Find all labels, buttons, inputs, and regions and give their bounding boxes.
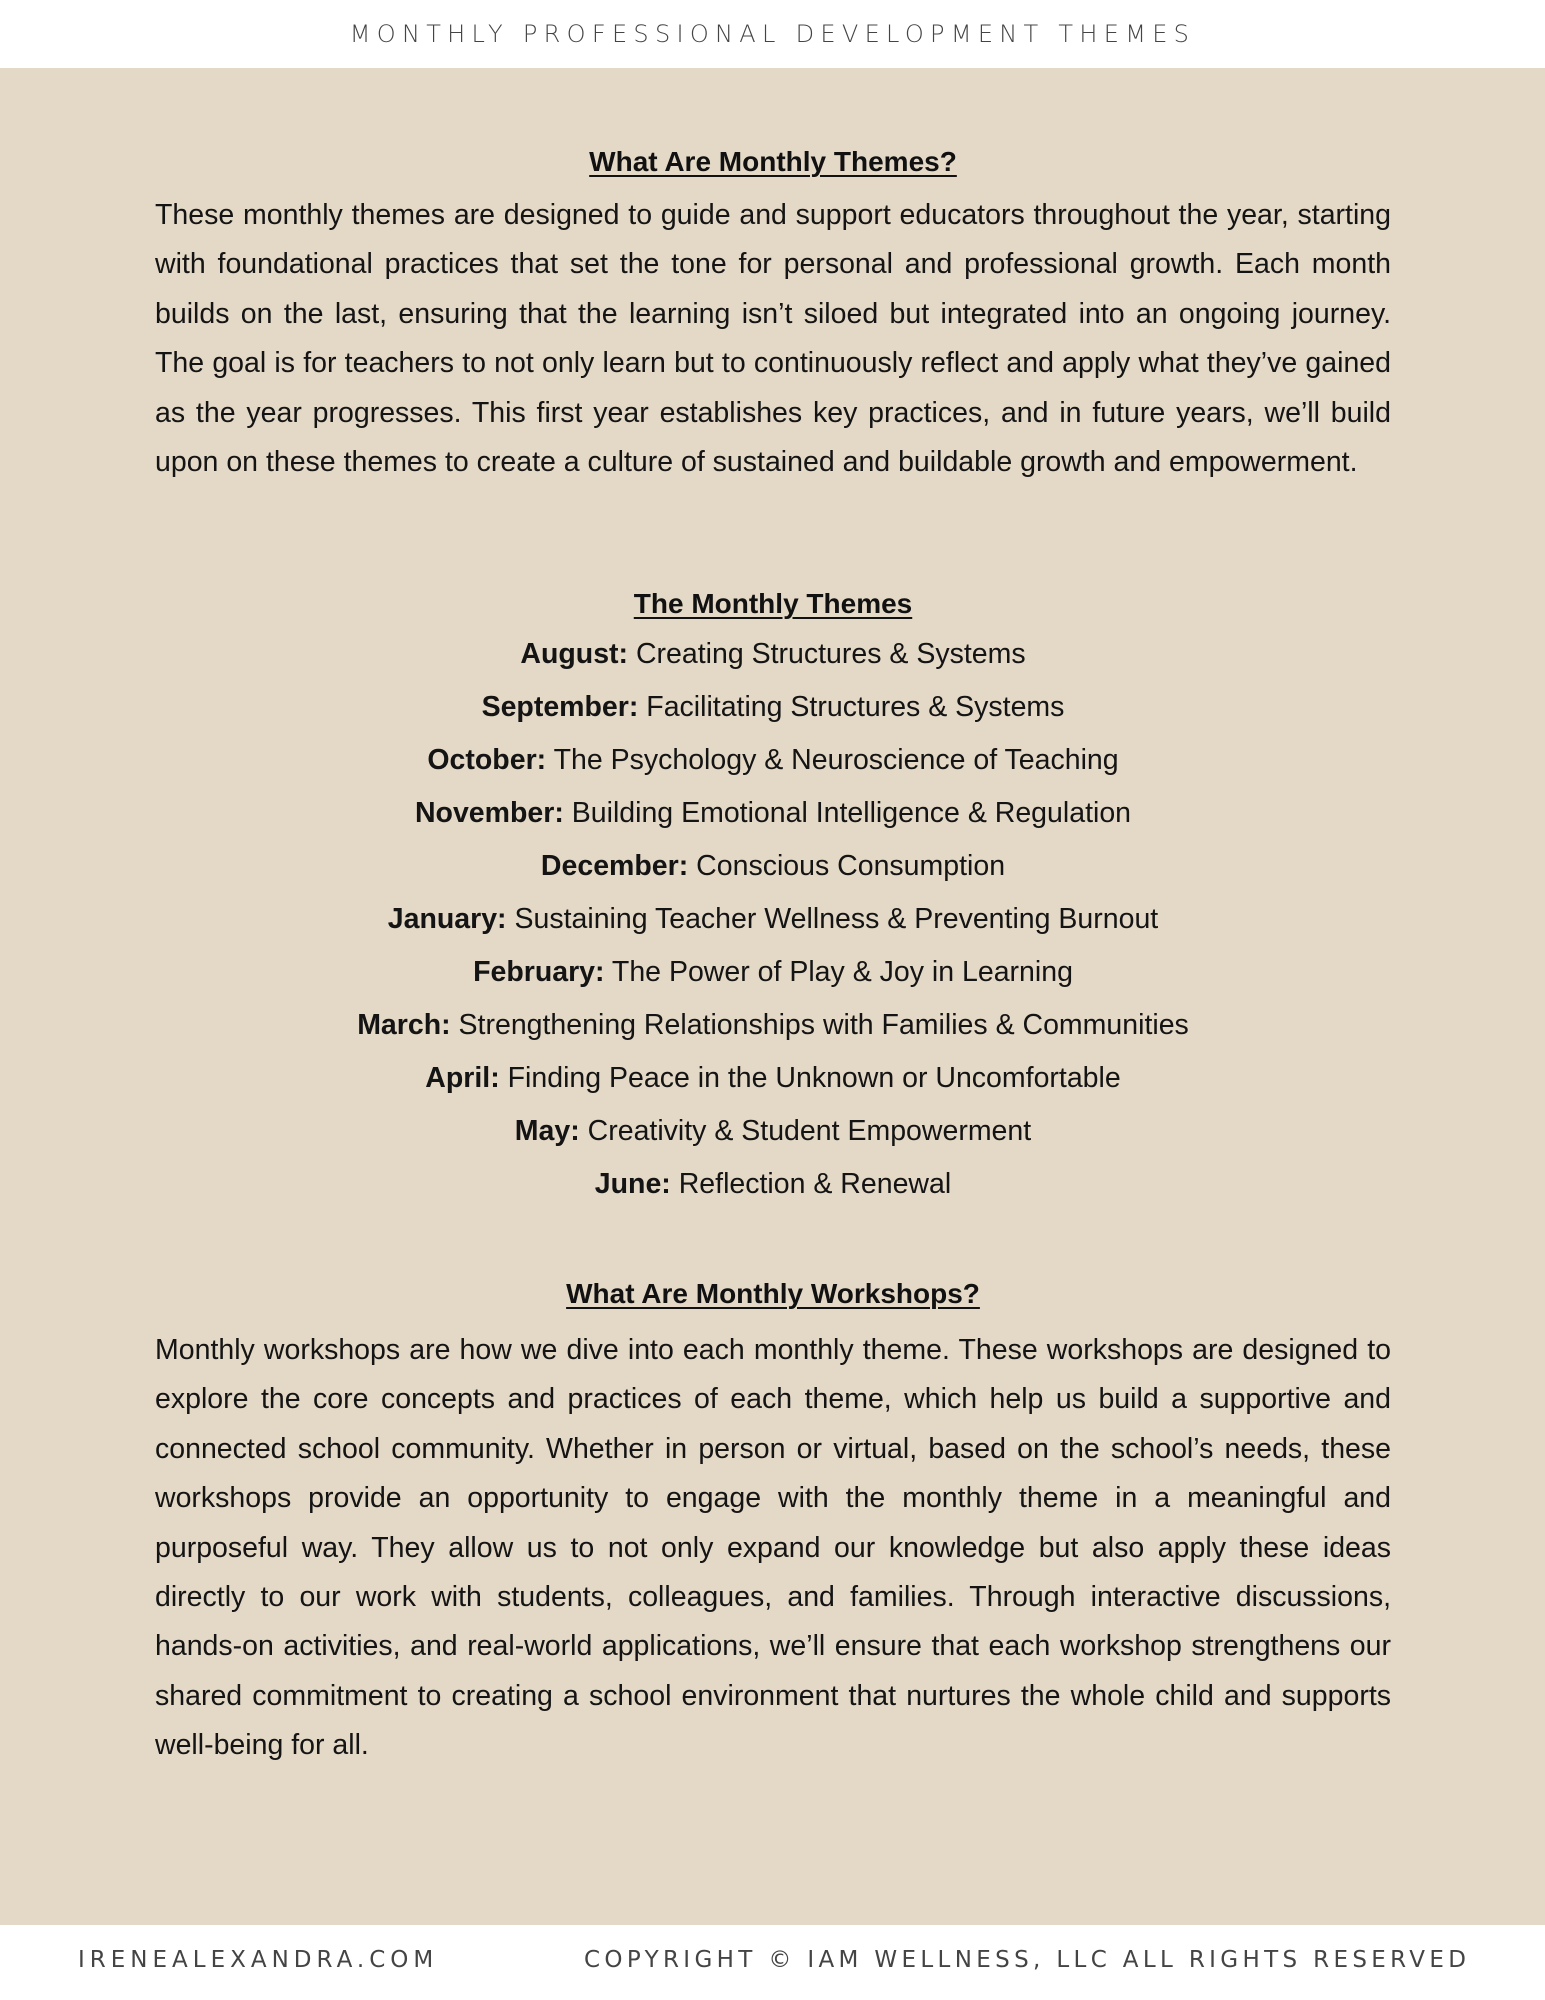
theme-title: Facilitating Structures & Systems: [646, 691, 1065, 723]
page-content: [0, 68, 1545, 1925]
theme-title: Creating Structures & Systems: [635, 638, 1026, 670]
section-title-monthly-themes: What Are Monthly Themes?: [589, 146, 957, 177]
theme-title: Strengthening Relationships with Families & Communities: [458, 1009, 1189, 1041]
theme-title: Conscious Consumption: [696, 850, 1006, 882]
theme-month: June:: [594, 1168, 671, 1200]
header-title: MONTHLY PROFESSIONAL DEVELOPMENT THEMES: [349, 20, 1196, 48]
theme-month: March:: [357, 1009, 451, 1041]
theme-title: Finding Peace in the Unknown or Uncomfortable: [507, 1062, 1121, 1094]
theme-month: October:: [427, 744, 547, 776]
theme-month: February:: [473, 956, 605, 988]
theme-title: Creativity & Student Empowerment: [587, 1115, 1032, 1147]
list-item: [155, 681, 1391, 734]
theme-title: Reflection & Renewal: [678, 1168, 952, 1200]
theme-title: Sustaining Teacher Wellness & Preventing Burnout: [514, 903, 1159, 935]
theme-title: Building Emotional Intelligence & Regulation: [571, 797, 1132, 829]
theme-title: The Psychology & Neuroscience of Teaching: [553, 744, 1119, 776]
theme-month: April:: [425, 1062, 500, 1094]
section-title-monthly-workshops: What Are Monthly Workshops?: [566, 1278, 980, 1309]
theme-title: The Power of Play & Joy in Learning: [611, 956, 1073, 988]
list-item: [155, 999, 1391, 1052]
list-item: [155, 628, 1391, 681]
theme-month: November:: [414, 797, 564, 829]
list-item: [155, 946, 1391, 999]
footer-website-link[interactable]: IRENEALEXANDRA.COM: [78, 1947, 439, 1973]
theme-month: August:: [520, 638, 629, 670]
theme-month: January:: [387, 903, 507, 935]
list-item: [155, 1158, 1391, 1211]
list-item: [155, 787, 1391, 840]
theme-month: September:: [481, 691, 639, 723]
page-footer: [0, 1925, 1545, 2000]
monthly-themes-paragraph: These monthly themes are designed to guide and support educators throughout the year, starting with foundational practices that set the tone for personal and professional growth. Each month builds on the last, ensuring that the learning isn’t siloed but integrated into an ongoing journey. The goal is for teachers to not only learn but to continuously reflect and apply what they’ve gained as the year progresses. This first year establishes key practices, and in future years, we’ll build upon on these themes to create a culture of sustained and buildable growth and empowerment.: [155, 199, 1391, 479]
footer-copyright: COPYRIGHT © IAM WELLNESS, LLC ALL RIGHTS RESERVED: [584, 1947, 1471, 1973]
monthly-workshops-paragraph: Monthly workshops are how we dive into each monthly theme. These workshops are designed to explore the core concepts and practices of each theme, which help us build a supportive and connected school community. Whether in person or virtual, based on the school’s needs, these workshops provide an opportunity to engage with the monthly theme in a meaningful and purposeful way. They allow us to not only expand our knowledge but also apply these ideas directly to our work with students, colleagues, and families. Through interactive discussions, hands-on activities, and real-world applications, we’ll ensure that each workshop strengthens our shared commitment to creating a school environment that nurtures the whole child and supports well-being for all.: [155, 1334, 1391, 1762]
list-item: [155, 893, 1391, 946]
themes-list: [155, 628, 1391, 1211]
list-item: [155, 734, 1391, 787]
list-item: [155, 1105, 1391, 1158]
list-item: [155, 1052, 1391, 1105]
theme-month: December:: [540, 850, 689, 882]
section-title-the-monthly-themes: The Monthly Themes: [633, 588, 913, 619]
list-item: [155, 840, 1391, 893]
theme-month: May:: [514, 1115, 580, 1147]
page-header: [0, 0, 1545, 68]
